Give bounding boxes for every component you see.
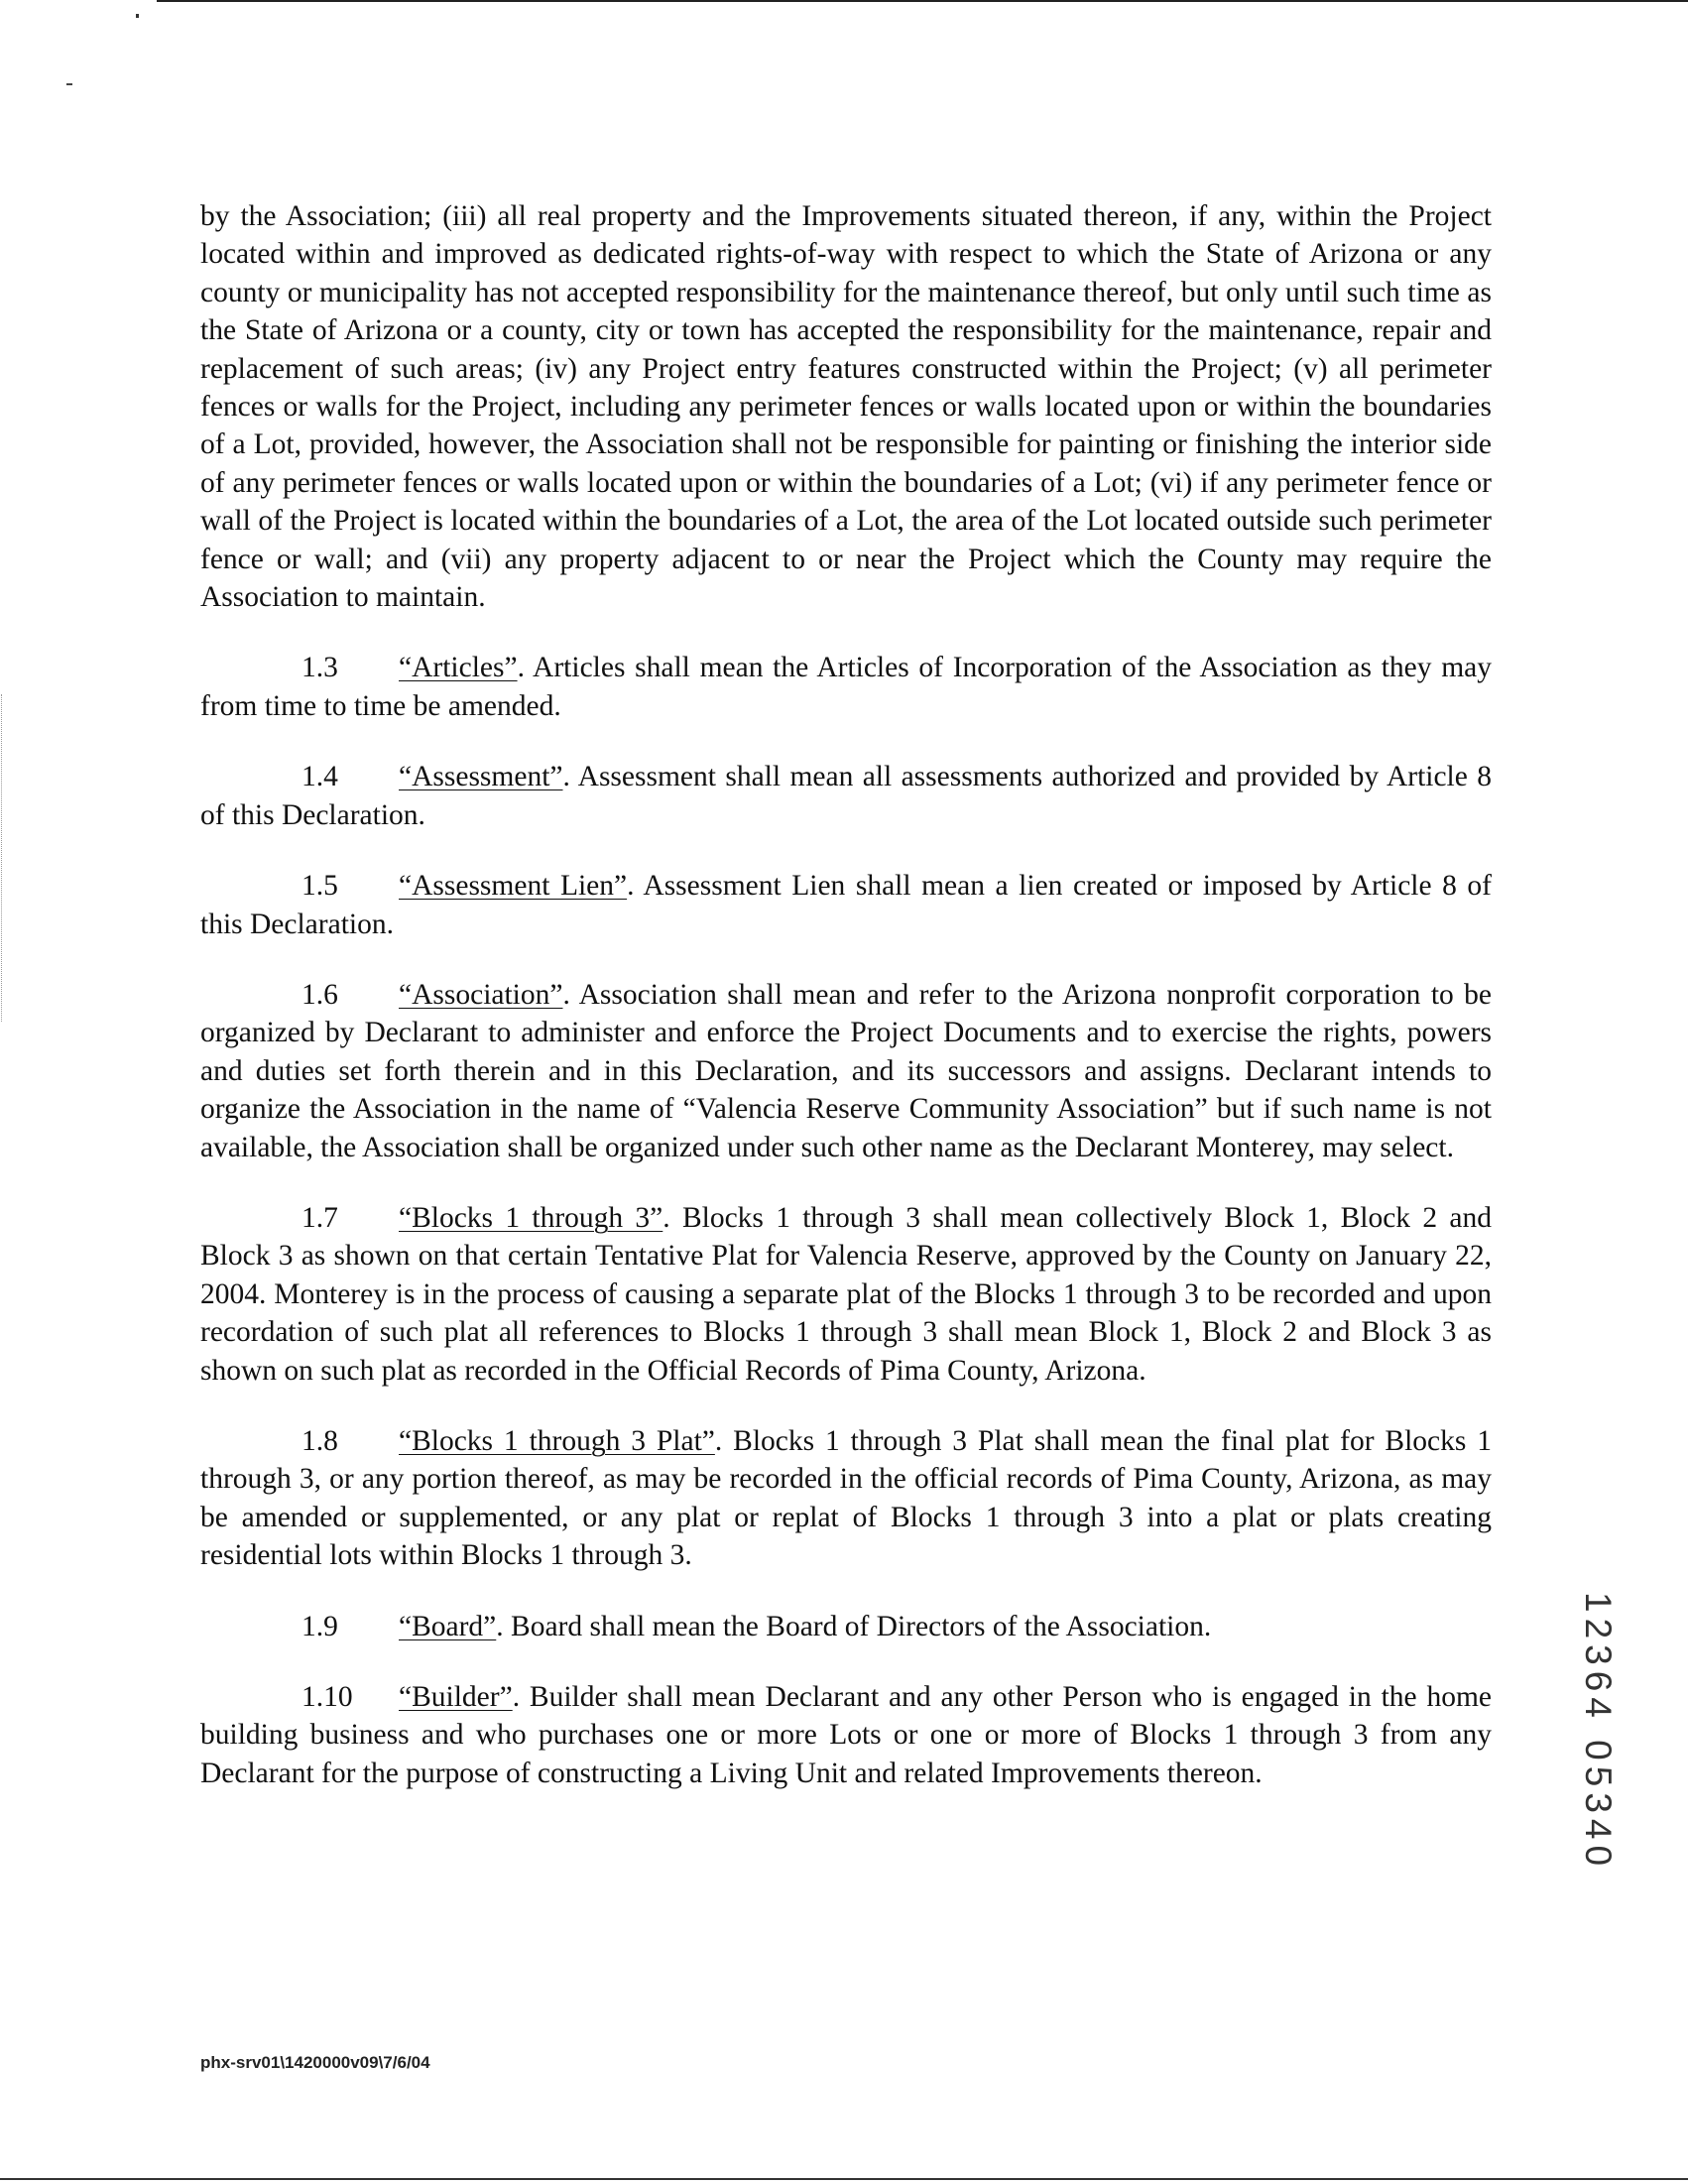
section-term: “Builder” xyxy=(399,1681,513,1713)
section-term: “Blocks 1 through 3 Plat” xyxy=(399,1424,715,1457)
section-1-6 xyxy=(200,976,1492,1166)
section-term: “Association” xyxy=(399,978,563,1011)
section-text: . Builder shall mean Declarant and any other Person who is engaged in the home building business and who purchases one or more Lots or one or more of Blocks 1 through 3 from any Declarant for the purpose of constructing a Living Unit and related Improvements thereon. xyxy=(200,1681,1492,1789)
section-text: . Articles shall mean the Articles of Incorporation of the Association as they may from time to time be amended. xyxy=(200,652,1492,722)
section-term: “Blocks 1 through 3” xyxy=(399,1201,663,1234)
section-number: 1.9 xyxy=(301,1610,338,1642)
section-text: . Blocks 1 through 3 Plat shall mean the final plat for Blocks 1 through 3, or any portion thereof, as may be recorded in the official records of Pima County, Arizona, as may be amended or supplemented, or any plat or replat of Blocks 1 through 3 into a plat or plats creating residential lots within Blocks 1 through 3. xyxy=(200,1424,1492,1572)
section-term: “Articles” xyxy=(399,652,518,684)
section-term: “Assessment Lien” xyxy=(399,870,628,903)
scan-speck xyxy=(136,14,139,18)
recording-number-stamp: 12364 05340 xyxy=(1578,1592,1619,1873)
document-footer-id: phx-srv01\1420000v09\7/6/04 xyxy=(200,2053,430,2072)
section-text: . Association shall mean and refer to the Arizona nonprofit corporation to be organized by Declarant to administer and enforce the Project Documents and to exercise the rights, powers and duties set forth therein and in this Declaration, and its successors and assigns. Declarant intends to organize the Association in the name of “Valencia Reserve Community Association” but if such name is not available, the Association shall be organized under such other name as the Declarant Monterey, may select. xyxy=(200,978,1492,1163)
section-1-5 xyxy=(200,867,1492,943)
scan-edge-bottom xyxy=(0,2178,1688,2180)
document-body xyxy=(200,197,1492,1825)
section-number: 1.7 xyxy=(301,1201,338,1234)
intro-paragraph: by the Association; (iii) all real property and the Improvements situated thereon, if any, within the Project located within and improved as dedicated rights-of-way with respect to which the State of Arizona or any county or municipality has not accepted responsibility for the maintenance thereof, but only until such time as the State of Arizona or a county, city or town has accepted the responsibility for the maintenance, repair and replacement of such areas; (iv) any Project entry features constructed within the Project; (v) all perimeter fences or walls for the Project, including any perimeter fences or walls located upon or within the boundaries of a Lot, provided, however, the Association shall not be responsible for painting or finishing the interior side of any perimeter fences or walls located upon or within the boundaries of a Lot; (vi) if any perimeter fence or wall of the Project is located within the boundaries of a Lot, the area of the Lot located outside such perimeter fence or wall; and (vii) any property adjacent to or near the Project which the County may require the Association to maintain. xyxy=(200,200,1492,614)
section-1-3 xyxy=(200,649,1492,725)
scan-edge-top xyxy=(157,0,1688,2)
section-number: 1.5 xyxy=(301,870,338,903)
section-text: . Board shall mean the Board of Directors of the Association. xyxy=(496,1610,1212,1642)
section-number: 1.8 xyxy=(301,1424,338,1457)
section-number: 1.6 xyxy=(301,978,338,1011)
section-1-8 xyxy=(200,1422,1492,1575)
section-number: 1.4 xyxy=(301,761,338,793)
section-1-9 xyxy=(200,1608,1492,1645)
section-term: “Assessment” xyxy=(399,761,563,793)
section-1-7 xyxy=(200,1199,1492,1390)
section-text: . Assessment shall mean all assessments authorized and provided by Article 8 of this Declaration. xyxy=(200,761,1492,831)
scan-edge-left xyxy=(1,694,2,1022)
section-1-10 xyxy=(200,1678,1492,1792)
section-text: . Assessment Lien shall mean a lien created or imposed by Article 8 of this Declaration. xyxy=(200,870,1492,940)
section-number: 1.3 xyxy=(301,652,338,684)
section-text: . Blocks 1 through 3 shall mean collectively Block 1, Block 2 and Block 3 as shown on that certain Tentative Plat for Valencia Reserve, approved by the County on January 22, 2004. Monterey is in the process of causing a separate plat of the Blocks 1 through 3 to be recorded and upon recordation of such plat all references to Blocks 1 through 3 shall mean Block 1, Block 2 and Block 3 as shown on such plat as recorded in the Official Records of Pima County, Arizona. xyxy=(200,1201,1492,1387)
section-1-4 xyxy=(200,758,1492,834)
section-term: “Board” xyxy=(399,1610,497,1642)
section-number: 1.10 xyxy=(301,1681,353,1713)
scan-speck xyxy=(66,83,72,85)
